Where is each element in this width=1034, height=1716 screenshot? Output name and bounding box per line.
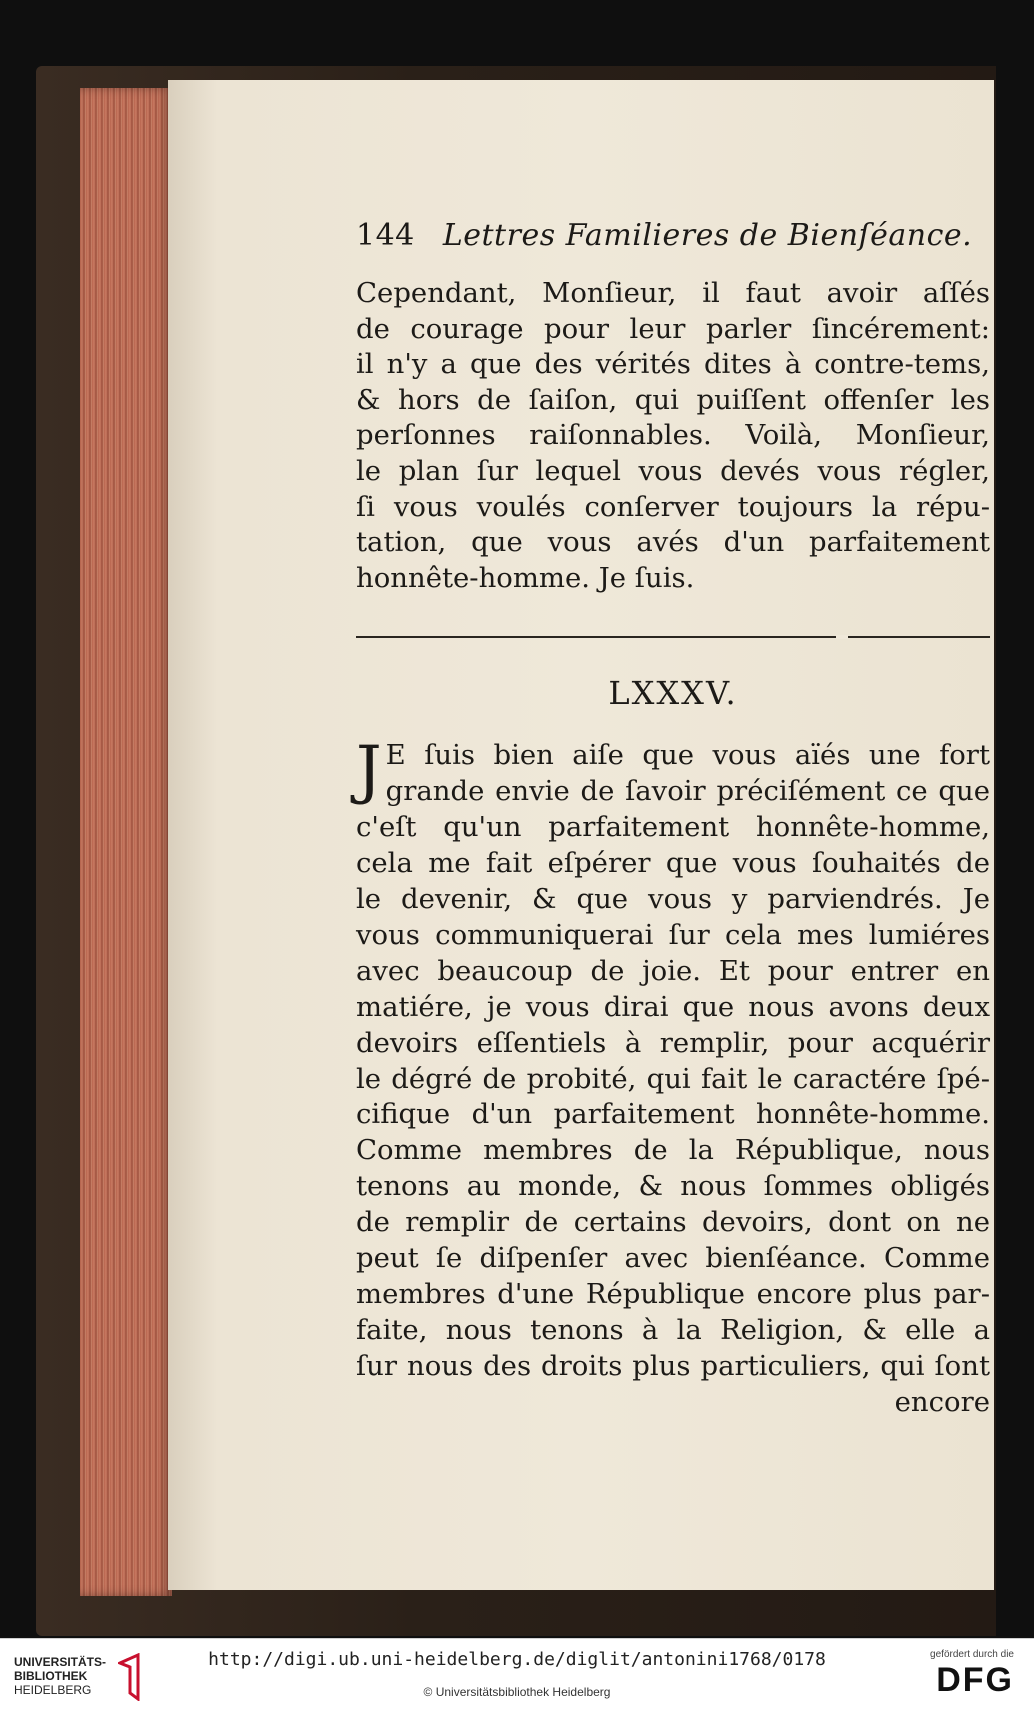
text-line: tenons au monde, & nous ſommes obligés	[356, 1170, 990, 1203]
text-line: ſi vous voulés conſerver toujours la répu-	[356, 490, 990, 523]
text-line: perſonnes raiſonnables. Voilà, Monſieur,	[356, 419, 990, 452]
text-line: membres d'une République encore plus par-	[356, 1277, 990, 1310]
page-text-block	[356, 218, 990, 1421]
text-line: peut ſe diſpenſer avec bienſéance. Comme	[356, 1242, 990, 1275]
funder-caption: gefördert durch die	[930, 1649, 1014, 1660]
text-line: devoirs eſſentiels à remplir, pour acquérir	[356, 1026, 990, 1059]
text-line: cela me fait eſpérer que vous ſouhaités de	[356, 847, 990, 880]
library-name-line2: BIBLIOTHEK	[14, 1669, 88, 1683]
text-line: vous communiquerai ſur cela mes lumiéres	[356, 918, 990, 951]
page-edges	[80, 88, 172, 1596]
text-line: grande envie de ſavoir préciſément ce que	[385, 775, 990, 808]
text-line: honnête-homme. Je ſuis.	[356, 561, 695, 594]
text-line: faite, nous tenons à la Religion, & elle a	[356, 1313, 990, 1346]
dfg-logo[interactable]	[930, 1649, 1014, 1700]
library-name-line1: UNIVERSITÄTS-	[14, 1655, 107, 1669]
page-number: 144	[356, 218, 415, 253]
text-line: Cependant, Monſieur, il faut avoir aſſés	[356, 277, 990, 309]
catchword: encore	[894, 1385, 990, 1418]
text-line: tation, que vous avés d'un parfaitement	[356, 526, 990, 559]
text-line: Comme membres de la République, nous	[356, 1134, 990, 1167]
running-head	[356, 218, 990, 262]
running-title: Lettres Familieres de Bienſéance.	[442, 218, 973, 253]
text-line: le devenir, & que vous y parviendrés. Je	[356, 882, 990, 915]
text-line: & hors de ſaiſon, qui puiſſent offenſer les	[356, 383, 990, 416]
text-line: il n'y a que des vérités dites à contre-tems,	[356, 348, 990, 381]
section-title: LXXXV.	[608, 674, 738, 713]
text-line: de remplir de certains devoirs, dont on ne	[356, 1206, 990, 1239]
text-line: ſur nous des droits plus particuliers, qui ſont	[356, 1349, 990, 1382]
paragraph-2	[356, 733, 990, 1420]
text-line: avec beaucoup de joie. Et pour entrer en	[356, 954, 990, 987]
text-line: E ſuis bien aiſe que vous aïés une fort	[385, 739, 990, 772]
text-line: c'eſt qu'un parfaitement honnête-homme,	[356, 811, 990, 844]
section-divider	[356, 636, 990, 638]
library-name-line3: HEIDELBERG	[14, 1683, 92, 1697]
footer-bar	[0, 1638, 1034, 1716]
text-line: cifique d'un parfaitement honnête-homme.	[356, 1098, 990, 1131]
text-line: le dégré de probité, qui fait le caractére ſpé-	[356, 1062, 990, 1095]
drop-cap: J	[356, 733, 382, 808]
funder-name: DFG	[936, 1661, 1014, 1699]
copyright-notice: © Universitätsbibliothek Heidelberg	[423, 1685, 611, 1699]
permalink-url[interactable]: http://digi.ub.uni-heidelberg.de/diglit/antonini1768/0178	[208, 1649, 826, 1670]
paragraph-1	[356, 276, 990, 596]
text-line: de courage pour leur parler ſincérement:	[356, 312, 990, 345]
text-line: le plan ſur lequel vous devés vous régler,	[356, 454, 990, 487]
text-line: matiére, je vous dirai que nous avons deux	[356, 990, 990, 1023]
